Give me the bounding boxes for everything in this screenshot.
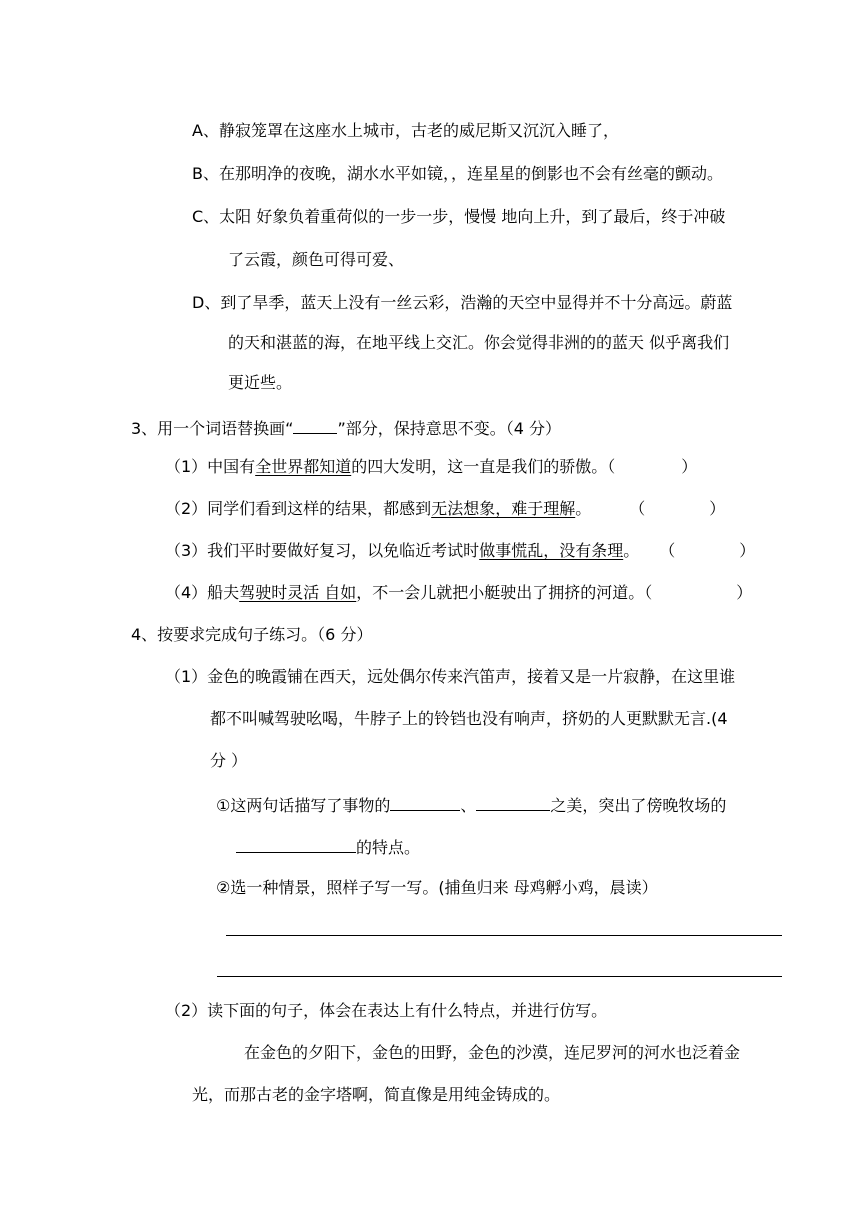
q4-part2-quote-line1: 在金色的夕阳下，金色的田野，金色的沙漠，连尼罗河的河水也泛着金	[244, 1043, 741, 1062]
q3-item-1	[165, 456, 697, 478]
q4-part2-quote-line2: 光，而那古老的金字塔啊，简直像是用纯金铸成的。	[192, 1085, 561, 1104]
sub1-mid: 、	[460, 796, 477, 815]
q4-part1-line1: （1）金色的晚霞铺在西天，远处偶尔传来汽笛声，接着又是一片寂静，在这里谁	[165, 667, 736, 686]
option-d-line1: D、到了旱季，蓝天上没有一丝云彩，浩瀚的天空中显得并不十分高远。蔚蓝	[192, 293, 733, 312]
fill-blank-2[interactable]	[476, 792, 550, 811]
option-d-line2: 的天和湛蓝的海，在地平线上交汇。你会觉得非洲的的蓝天 似乎离我们	[228, 333, 730, 352]
q3-item-3-pre: （3）我们平时要做好复习，以免临近考试时	[165, 541, 480, 560]
sub1-post: 之美，突出了傍晚牧场的	[550, 796, 727, 815]
fill-blank-1[interactable]	[390, 792, 460, 811]
q4-sub1-cont	[236, 834, 420, 859]
q3-title-post: ”部分，保持意思不变。（4 分）	[337, 419, 562, 438]
question-3-title	[131, 415, 561, 440]
q3-item-2-pre: （2）同学们看到这样的结果，都感到	[165, 499, 432, 518]
q3-item-1-pre: （1）中国有	[165, 457, 256, 476]
paren-close: ）	[739, 541, 756, 560]
answer-line-2[interactable]	[217, 976, 782, 977]
q3-item-1-post: 的四大发明，这一直是我们的骄傲。（	[351, 457, 616, 476]
q3-item-3-underlined: 做事慌乱，没有条理	[479, 541, 624, 560]
paren-open: （	[629, 499, 646, 518]
answer-line-1[interactable]	[226, 935, 782, 936]
question-4-title: 4、按要求完成句子练习。（6 分）	[131, 625, 373, 644]
option-b: B、在那明净的夜晚，湖水水平如镜，，连星星的倒影也不会有丝毫的颤动。	[192, 164, 723, 183]
paren-open: （	[659, 541, 676, 560]
q4-sub1	[216, 792, 726, 817]
q3-item-2	[165, 498, 725, 520]
paren-close: ）	[736, 583, 753, 602]
sub1-pre: ①这两句话描写了事物的	[216, 796, 391, 815]
option-d-line3: 更近些。	[228, 373, 293, 392]
paren-close: ）	[681, 457, 698, 476]
q3-item-3-post: 。	[623, 541, 640, 560]
q3-title-pre: 3、用一个词语替换画“	[131, 419, 294, 438]
q3-item-4	[165, 582, 752, 604]
q4-part2-title: （2）读下面的句子，体会在表达上有什么特点，并进行仿写。	[165, 1001, 608, 1020]
sub1-end: 的特点。	[356, 838, 421, 857]
q3-item-4-post: ，不一会儿就把小艇驶出了拥挤的河道。（	[356, 583, 653, 602]
q3-item-4-pre: （4）船夫	[165, 583, 240, 602]
q3-item-3	[165, 540, 755, 562]
q4-part1-line3: 分 ）	[210, 751, 248, 770]
q4-sub2: ②选一种情景，照样子写一写。(捕鱼归来 母鸡孵小鸡，晨读）	[216, 878, 658, 897]
paren-close: ）	[709, 499, 726, 518]
q3-item-4-underlined: 驾驶时灵活 自如	[239, 583, 357, 602]
q4-part1-line2: 都不叫喊驾驶吆喝，牛脖子上的铃铛也没有响声，挤奶的人更默默无言.(4	[210, 709, 728, 728]
q3-item-1-underlined: 全世界都知道	[255, 457, 352, 476]
option-c-line1: C、太阳 好象负着重荷似的一步一步，慢慢 地向上升，到了最后，终于冲破	[192, 207, 726, 226]
option-c-line2: 了云霞，颜色可得可爱、	[228, 250, 405, 269]
q3-item-2-underlined: 无法想象，难于理解	[431, 499, 576, 518]
option-a: A、静寂笼罩在这座水上城市，古老的威尼斯又沉沉入睡了，	[192, 121, 619, 140]
fill-blank-3[interactable]	[236, 834, 356, 853]
underline-blank	[293, 415, 337, 434]
q3-item-2-post: 。	[575, 499, 592, 518]
